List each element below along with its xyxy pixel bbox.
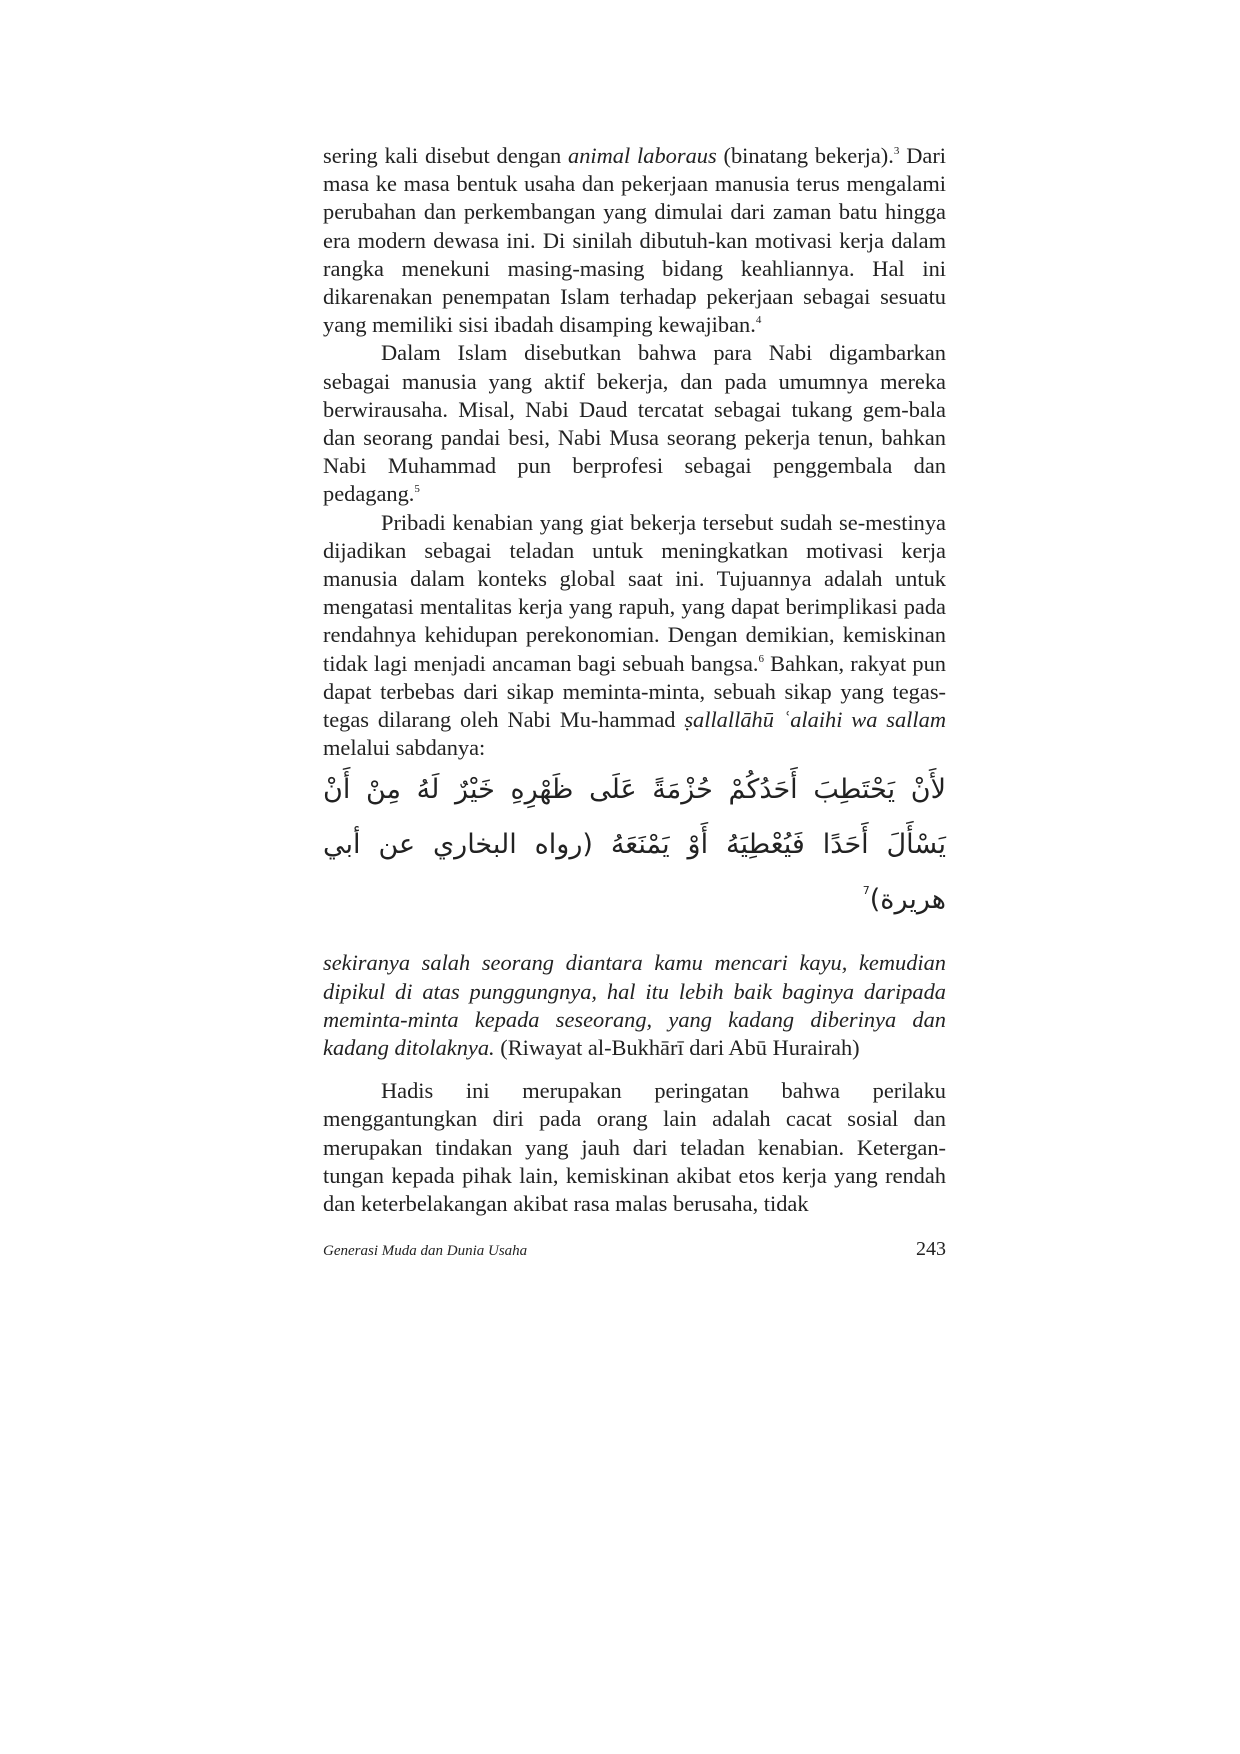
- arabic-hadith-text: لأَنْ يَحْتَطِبَ أَحَدُكُمْ حُزْمَةً عَلَى ظَهْرِهِ خَيْرٌ لَهُ مِنْ أَنْ يَسْأَلَ أَحَدًا فَيُعْطِيَهُ أَوْ يَمْنَعَهُ (رواه البخاري عن أبي هريرة): [323, 774, 946, 916]
- paragraph-4: [323, 1077, 946, 1218]
- paragraph-1-text: sering kali disebut dengan: [323, 143, 569, 168]
- arabic-hadith: [323, 762, 946, 927]
- paragraph-3: [323, 509, 946, 763]
- paragraph-2-text: Dalam Islam disebutkan bahwa para Nabi digambarkan sebagai manusia yang aktif bekerja, dan pada umumnya mereka berwirausaha. Misal, Nabi Daud tercatat sebagai tukang gem-bala dan seorang pandai besi, Nabi Musa seorang pekerja tenun, bahkan Nabi Muhammad pun berprofesi sebagai penggembala dan pedagang.: [323, 340, 946, 507]
- italic-term-animal-laboraus: animal laboraus: [568, 143, 717, 168]
- paragraph-3-text: Pribadi kenabian yang giat bekerja tersebut sudah se-mestinya dijadikan sebagai teladan untuk meningkatkan motivasi kerja manusia dalam konteks global saat ini. Tujuannya adalah untuk mengatasi mentalitas kerja yang rapuh, yang dapat berimplikasi pada rendahnya kehidupan perekonomian. Dengan demikian, kemiskinan tidak lagi menjadi ancaman bagi sebuah bangsa.: [323, 509, 946, 676]
- footnote-marker: 6: [758, 652, 764, 665]
- translation-text: sekiranya salah seorang diantara kamu mencari kayu, kemudian dipikul di atas punggungnya, hal itu lebih baik baginya daripada meminta-minta kepada seseorang, yang kadang diberinya dan kadang ditolaknya.: [323, 950, 946, 1061]
- paragraph-1-text: (binatang bekerja).: [716, 143, 894, 168]
- paragraph-3-text: Bahkan, rakyat pun dapat terbebas dari sikap meminta-minta, sebuah sikap yang tegas-tegas dilarang oleh Nabi Mu-hammad: [323, 650, 946, 733]
- body-text: [323, 142, 946, 1218]
- page-number: 243: [916, 1238, 946, 1260]
- footnote-marker: 5: [414, 483, 420, 496]
- page-footer: [323, 1238, 946, 1261]
- translation-source: (Riwayat al-Bukhārī dari Abū Hurairah): [494, 1035, 860, 1061]
- paragraph-2: [323, 339, 946, 508]
- paragraph-1-text: Dari masa ke masa bentuk usaha dan pekerjaan manusia terus mengalami perubahan dan perkembangan yang dimulai dari zaman batu hingga era modern dewasa ini. Di sinilah dibutuh-kan motivasi kerja dalam rangka menekuni masing-masing bidang keahliannya. Hal ini dikarenakan penempatan Islam terhadap pekerjaan sebagai sesuatu yang memiliki sisi ibadah disamping kewajiban.: [323, 143, 947, 338]
- footnote-marker: 3: [893, 145, 900, 157]
- footnote-marker: 4: [755, 314, 762, 327]
- paragraph-4-text: Hadis ini merupakan peringatan bahwa perilaku menggantungkan diri pada orang lain adalah cacat sosial dan merupakan tindakan yang jauh dari teladan kenabian. Ketergan-tungan kepada pihak lain, kemiskinan akibat etos kerja yang rendah dan keterbelakangan akibat rasa malas berusaha, tidak: [323, 1078, 946, 1217]
- italic-honorific: ṣallallāhū ʿalaihi wa sallam: [684, 707, 946, 733]
- footnote-marker: 7: [862, 884, 870, 898]
- paragraph-1: [323, 142, 946, 339]
- paragraph-3-text: melalui sabdanya:: [323, 735, 486, 761]
- hadith-translation: [323, 949, 946, 1062]
- running-footer-title: Generasi Muda dan Dunia Usaha: [323, 1243, 528, 1259]
